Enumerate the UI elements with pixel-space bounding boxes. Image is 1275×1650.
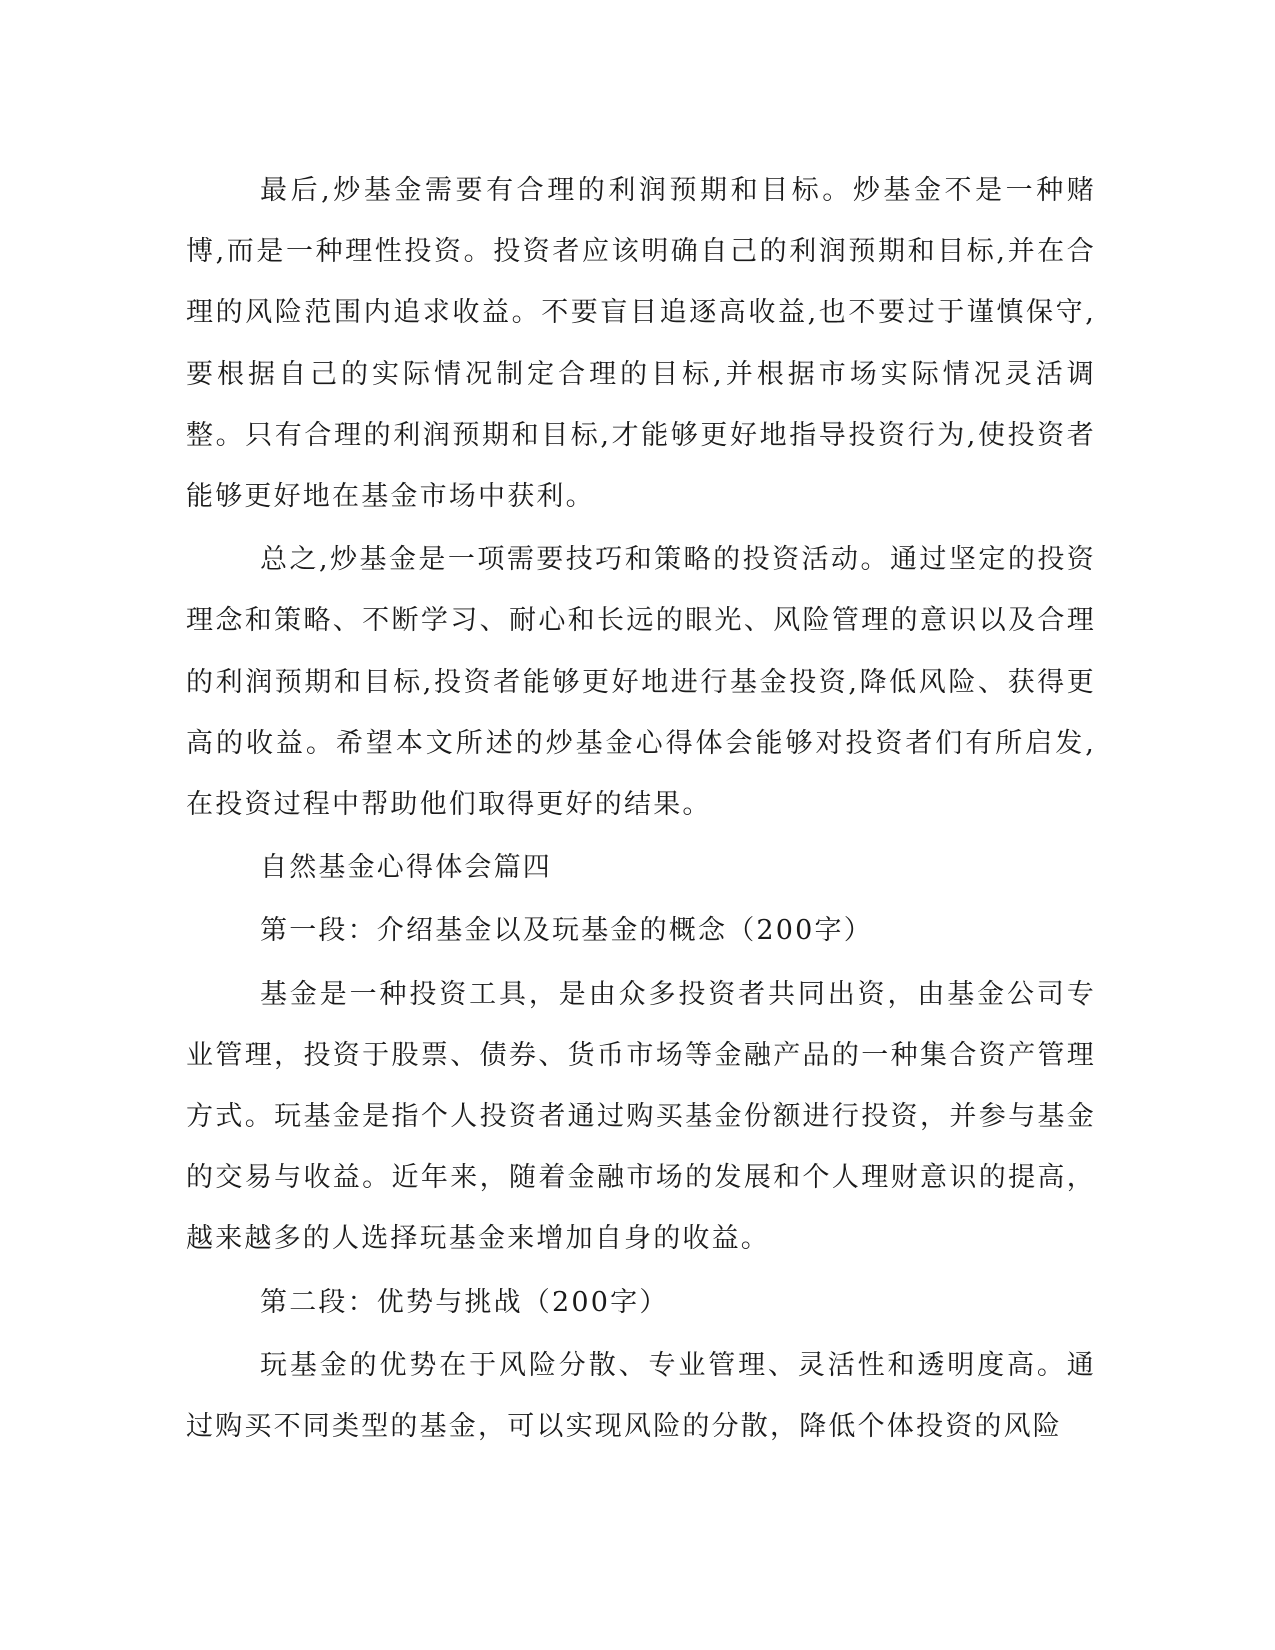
subheading-part-one: 第一段：介绍基金以及玩基金的概念（200字）: [260, 915, 873, 947]
document-body: [186, 160, 1096, 1459]
paragraph-fund-concept: 基金是一种投资工具，是由众多投资者共同出资，由基金公司专业管理，投资于股票、债券、货币市场等金融产品的一种集合资产管理方式。玩基金是指个人投资者通过购买基金份额进行投资，并参与基金的交易与收益。近年来，随着金融市场的发展和个人理财意识的提高，越来越多的人选择玩基金来增加自身的收益。: [186, 978, 1096, 1255]
paragraph-profit-expectation: 最后,炒基金需要有合理的利润预期和目标。炒基金不是一种赌博,而是一种理性投资。投资者应该明确自己的利润预期和目标,并在合理的风险范围内追求收益。不要盲目追逐高收益,也不要过于谨慎保守,要根据自己的实际情况制定合理的目标,并根据市场实际情况灵活调整。只有合理的利润预期和目标,才能够更好地指导投资行为,使投资者能够更好地在基金市场中获利。: [186, 175, 1096, 513]
paragraph-advantages: 玩基金的优势在于风险分散、专业管理、灵活性和透明度高。通过购买不同类型的基金，可以实现风险的分散，降低个体投资的风险: [186, 1349, 1096, 1443]
subheading-part-two: 第二段：优势与挑战（200字）: [260, 1286, 669, 1318]
section-title: 自然基金心得体会篇四: [260, 852, 552, 884]
paragraph-conclusion: 总之,炒基金是一项需要技巧和策略的投资活动。通过坚定的投资理念和策略、不断学习、耐心和长远的眼光、风险管理的意识以及合理的利润预期和目标,投资者能够更好地进行基金投资,降低风险、获得更高的收益。希望本文所述的炒基金心得体会能够对投资者们有所启发,在投资过程中帮助他们取得更好的结果。: [186, 544, 1096, 821]
